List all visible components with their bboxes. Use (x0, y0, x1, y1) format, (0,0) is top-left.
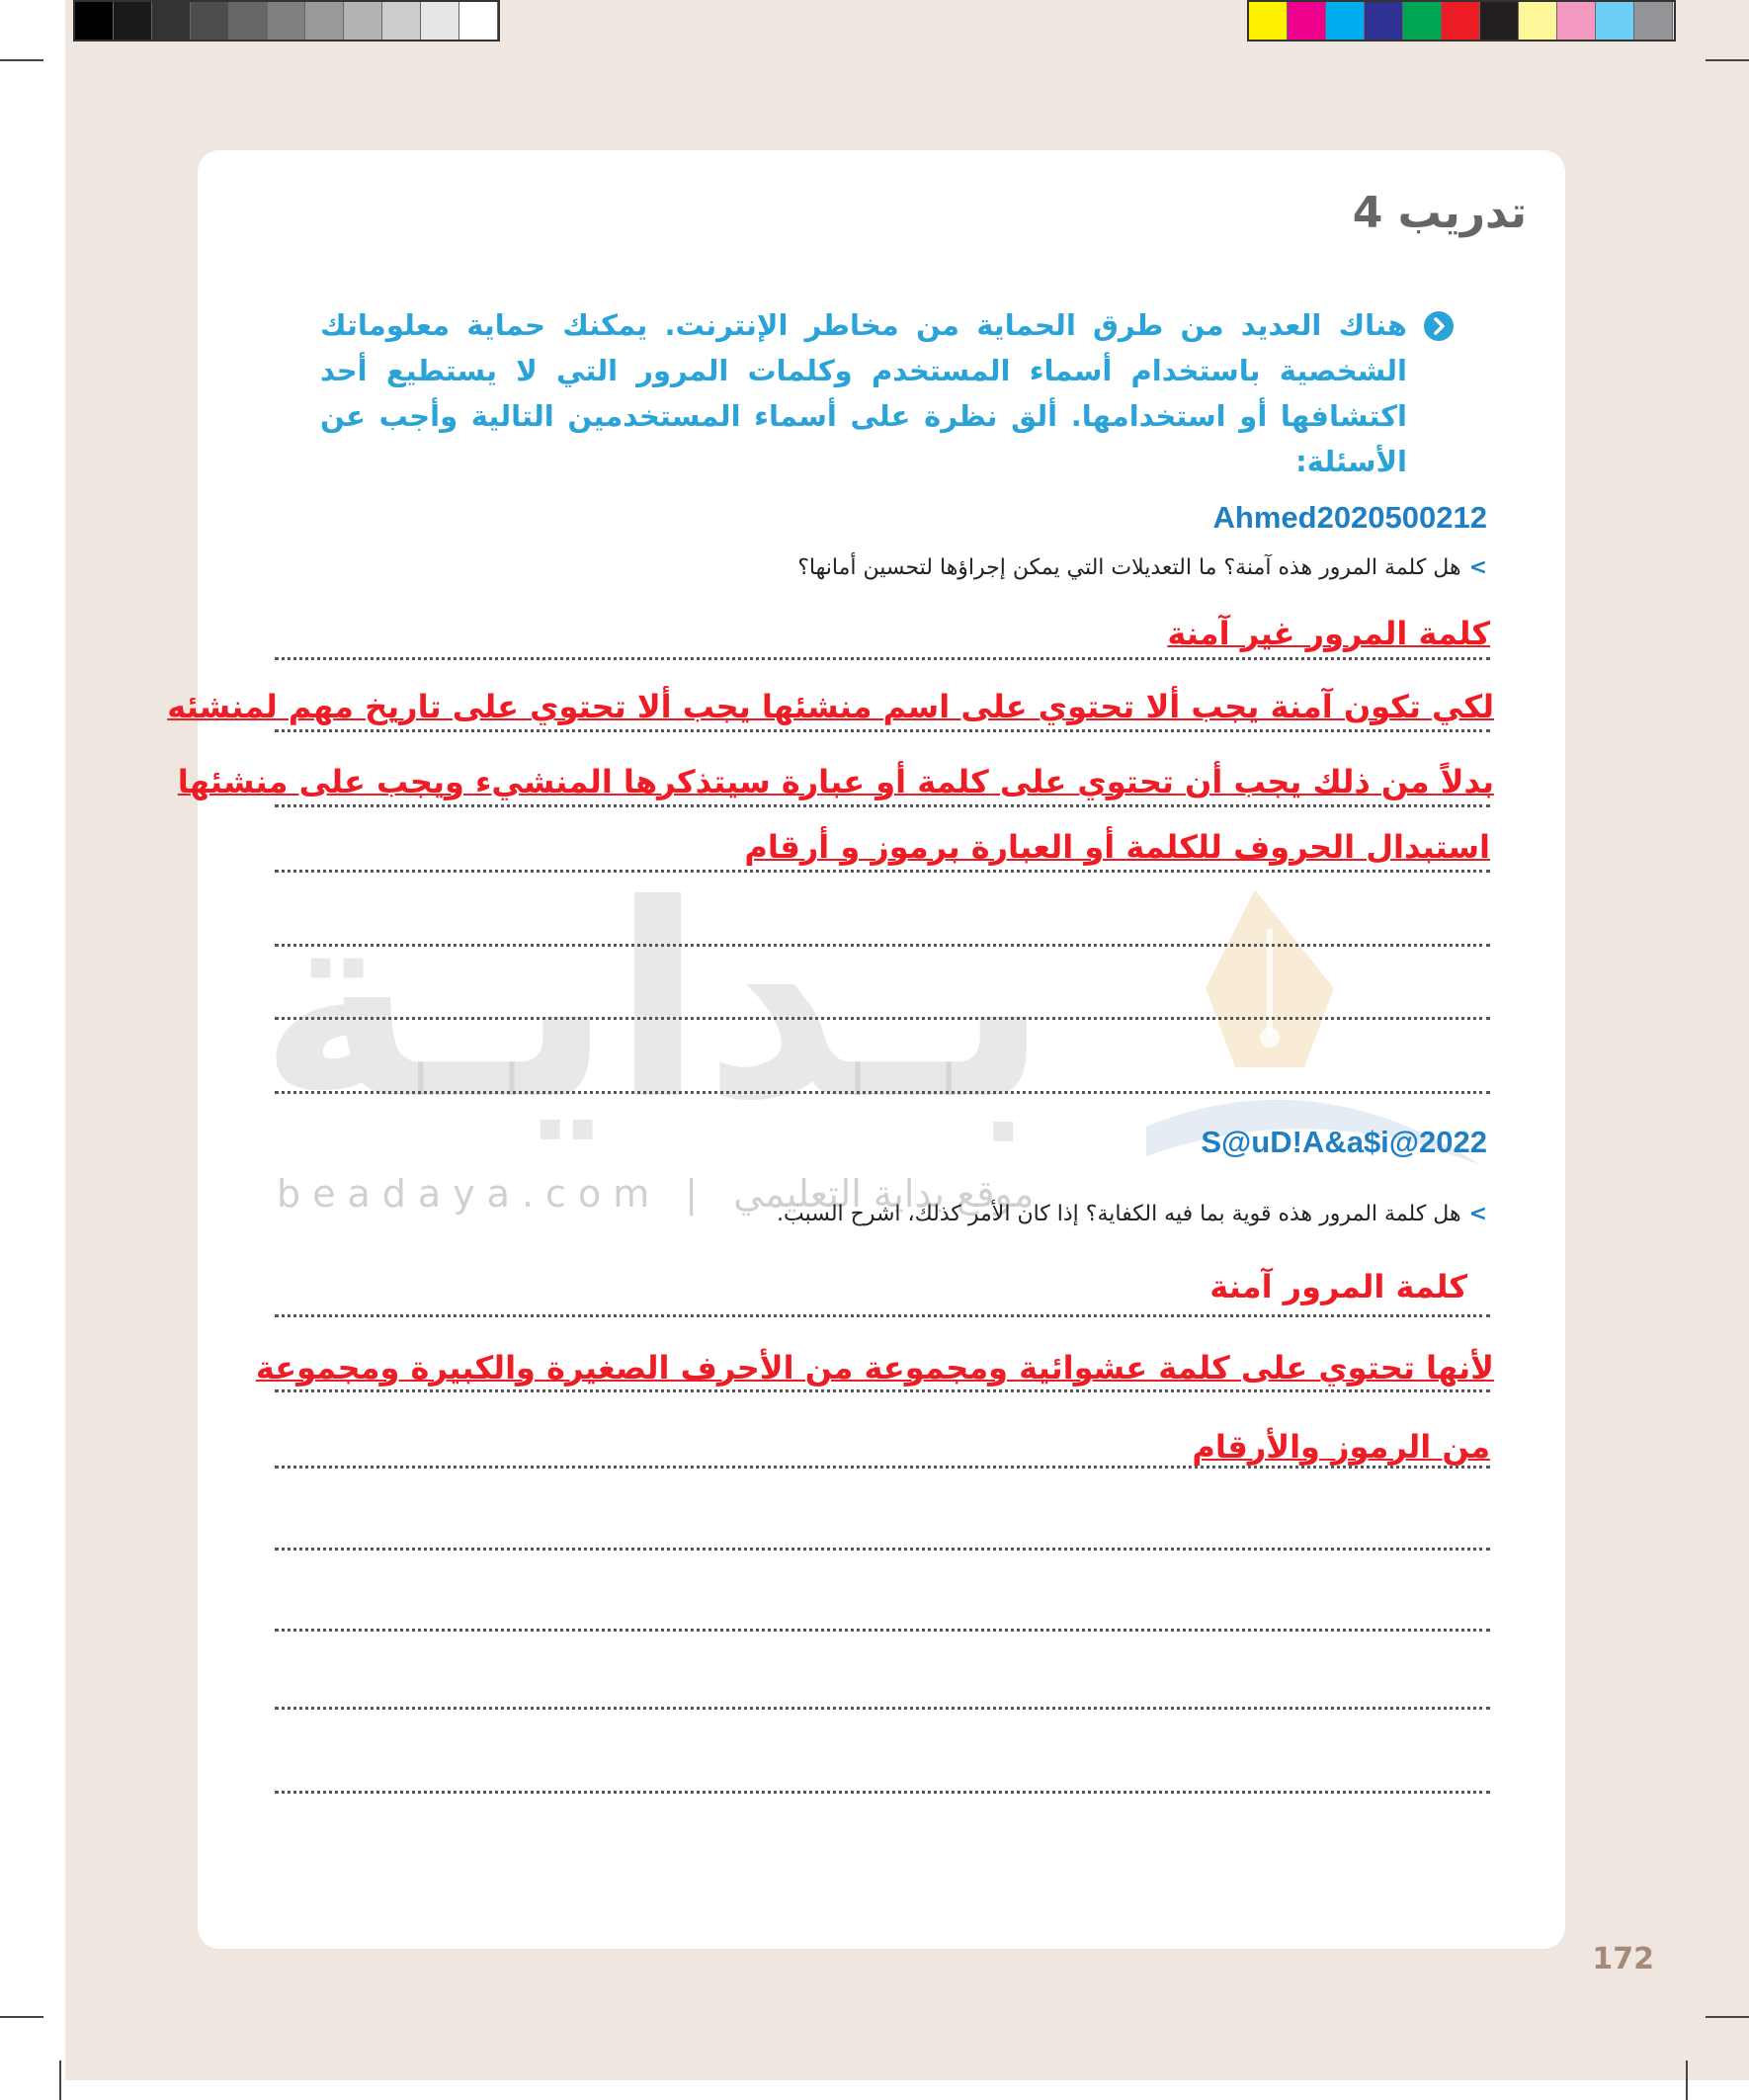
chevron-icon: > (1468, 555, 1487, 580)
chevron-icon: > (1468, 1202, 1487, 1226)
handwritten-answer: من الرموز والأرقام (1192, 1428, 1490, 1466)
crop-mark (0, 2016, 43, 2018)
watermark-logo-text: بـدايـة (259, 847, 1049, 1158)
answer-line (275, 729, 1490, 732)
handwritten-answer: استبدال الحروف للكلمة أو العبارة برموز و أرقام (744, 828, 1490, 866)
handwritten-answer: بدلاً من ذلك يجب أن تحتوي على كلمة أو عبارة سيتذكرها المنشيء ويجب على منشئها (177, 763, 1494, 800)
handwritten-answer: لكي تكون آمنة يجب ألا تحتوي على اسم منشئها يجب ألا تحتوي على تاريخ مهم لمنشئه (167, 688, 1494, 725)
page-number: 172 (1592, 1942, 1654, 1976)
answer-line (275, 870, 1490, 873)
answer-line (275, 1629, 1490, 1632)
crop-mark (1706, 2016, 1749, 2018)
answer-line (275, 804, 1490, 807)
username-2: S@uD!A&a$i@2022 (1201, 1125, 1487, 1159)
answer-line (275, 1791, 1490, 1794)
question-2 (777, 1202, 1487, 1226)
question-1 (797, 555, 1487, 580)
answer-line (275, 1017, 1490, 1020)
color-calibration-bar (1247, 0, 1676, 42)
grayscale-calibration-bar (73, 0, 500, 42)
handwritten-answer: كلمة المرور غير آمنة (1167, 615, 1490, 652)
answer-line (275, 657, 1490, 660)
watermark-site: beadaya.com | موقع بداية التعليمي (277, 1172, 1035, 1216)
crop-mark (1706, 59, 1749, 61)
crop-mark (1686, 2060, 1688, 2100)
question-1-text: هل كلمة المرور هذه آمنة؟ ما التعديلات التي يمكن إجراؤها لتحسين أمانها؟ (797, 555, 1461, 580)
handwritten-answer: كلمة المرور آمنة (1209, 1268, 1467, 1305)
answer-line (275, 1466, 1490, 1469)
answer-line (275, 1548, 1490, 1551)
page-title: تدريب 4 (1352, 188, 1527, 238)
chevron-right-icon (1423, 310, 1455, 342)
crop-mark (0, 59, 43, 61)
intro-paragraph: هناك العديد من طرق الحماية من مخاطر الإنترنت. يمكنك حماية معلوماتك الشخصية باستخدام أسماء المستخدم وكلمات المرور التي لا يستطيع أحد اكتشافها أو استخدامها. ألق نظرة على أسماء المستخدمين التالية وأجب عن الأسئلة: (320, 308, 1407, 478)
handwritten-answer: لأنها تحتوي على كلمة عشوائية ومجموعة من الأحرف الصغيرة والكبيرة ومجموعة (255, 1349, 1494, 1386)
answer-line (275, 1314, 1490, 1317)
crop-mark (59, 2060, 61, 2100)
answer-line (275, 1091, 1490, 1094)
answer-line (275, 1707, 1490, 1710)
username-1: Ahmed2020500212 (1212, 500, 1487, 535)
answer-line (275, 1389, 1490, 1392)
answer-line (275, 944, 1490, 947)
question-2-text: هل كلمة المرور هذه قوية بما فيه الكفاية؟ إذا كان الأمر كذلك، اشرح السبب. (776, 1202, 1461, 1226)
